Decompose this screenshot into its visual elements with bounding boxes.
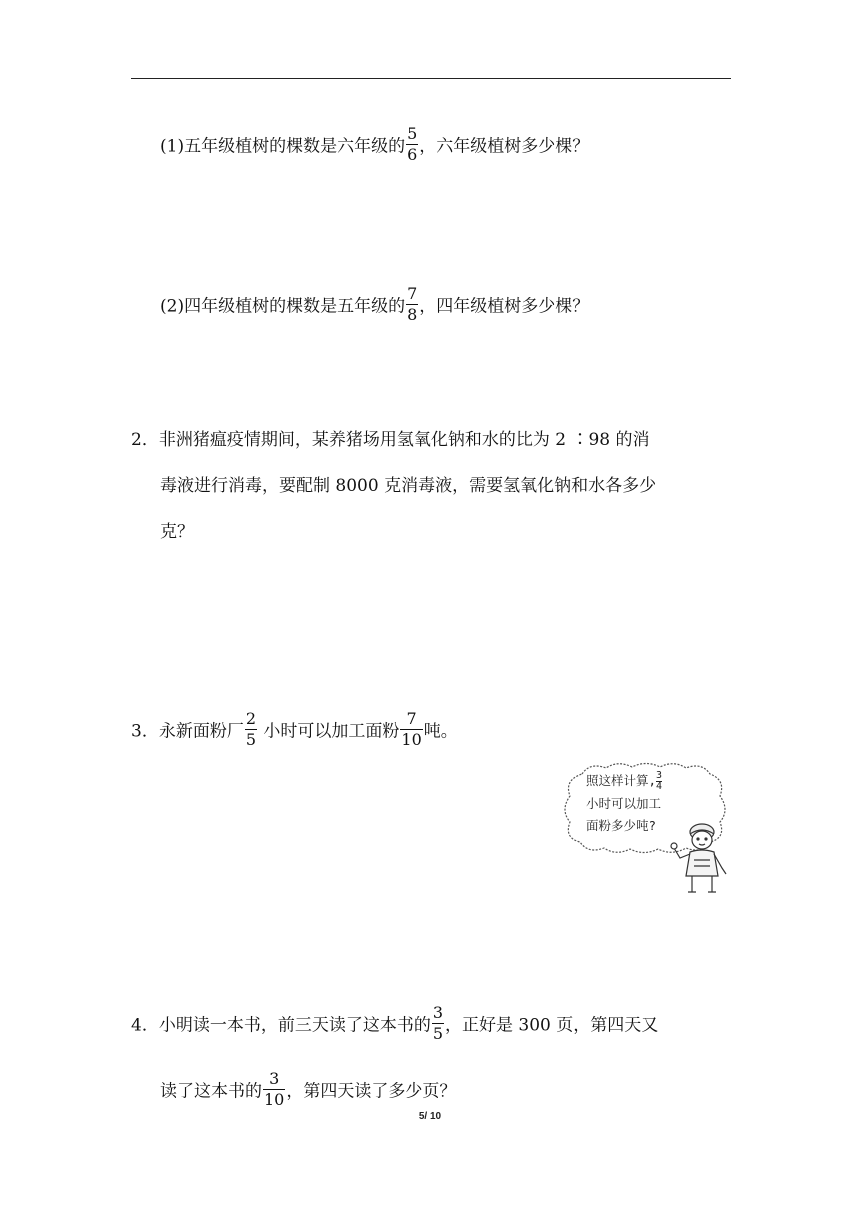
page-number: 5/ 10: [418, 1111, 442, 1122]
q1-part1-question: ，六年级植树多少棵？: [419, 136, 590, 157]
q1-part1-text: (1)五年级植树的棵数是六年级的: [160, 136, 406, 157]
q4-question: ，第四天读了多少页？: [286, 1081, 457, 1102]
q3-line: [131, 709, 458, 752]
fraction: $\frac{3}{10}$: [264, 1069, 285, 1110]
q1-part1: [160, 124, 590, 167]
q4-line1: [131, 1003, 659, 1046]
fraction: $\frac{7}{8}$: [407, 284, 418, 325]
fraction: $\frac{3}{5}$: [432, 1003, 444, 1044]
q2-line3: 克？: [160, 522, 194, 542]
q3-text: 3．永新面粉厂: [131, 721, 244, 742]
q4-line2: [160, 1069, 457, 1112]
child-illustration: [668, 818, 732, 900]
q1-part2-text: (2)四年级植树的棵数是五年级的: [160, 296, 406, 317]
header-rule: [131, 78, 731, 79]
q4-text: 4．小明读一本书，前三天读了这本书的: [131, 1015, 431, 1036]
fraction: $\frac{3}{4}$: [656, 769, 663, 792]
q4-text-continued: ，正好是 300 页，第四天又: [445, 1015, 659, 1036]
q1-part2-question: ，四年级植树多少棵？: [419, 296, 590, 317]
q3-middle-text: 小时可以加工面粉: [258, 721, 400, 742]
q2-line2: 毒液进行消毒，要配制 8000 克消毒液，需要氢氧化钠和水各多少: [160, 476, 657, 496]
fraction: $\frac{5}{6}$: [407, 124, 418, 165]
boy-icon: [668, 818, 732, 896]
q2-line1: 2．非洲猪瘟疫情期间，某养猪场用氢氧化钠和水的比为 2 ∶98 的消: [131, 430, 650, 450]
fraction: $\frac{2}{5}$: [245, 709, 257, 750]
fraction: $\frac{7}{10}$: [401, 709, 422, 750]
q3-end-text: 吨。: [423, 721, 458, 742]
q1-part2: [160, 284, 590, 327]
q4-text-line2: 读了这本书的: [160, 1081, 262, 1102]
bubble-text: 照这样计算, $\frac{3}{4}$ 小时可以加工 面粉多少吨?: [586, 769, 663, 833]
